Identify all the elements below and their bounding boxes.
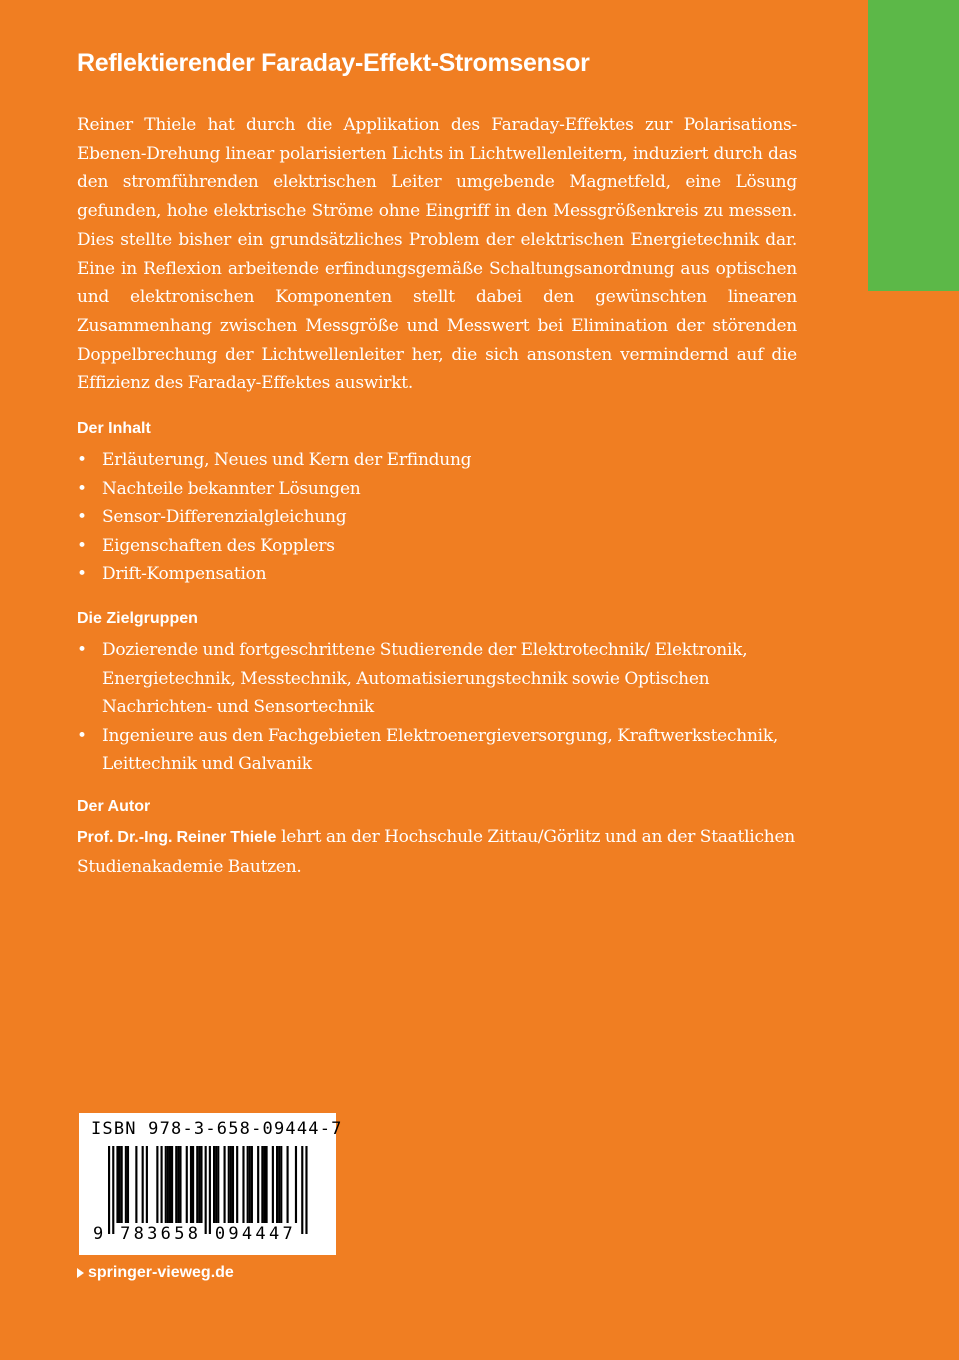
barcode-bar (224, 1146, 226, 1223)
list-item: • Sensor-Differenzialgleichung (77, 503, 797, 532)
bullet-icon: • (77, 450, 87, 471)
barcode-bar (196, 1146, 198, 1223)
barcode-bar (295, 1146, 297, 1223)
ean-digits: 9 783658 094447 (93, 1224, 297, 1244)
green-accent-strip (868, 0, 959, 291)
bullet-icon: • (77, 640, 87, 660)
barcode-bar (263, 1146, 265, 1223)
list-item: • Eigenschaften des Kopplers (77, 532, 797, 561)
barcode-bar (175, 1146, 177, 1223)
barcode-bar (135, 1146, 137, 1223)
barcode-bar (280, 1146, 282, 1223)
barcode-bar (179, 1146, 181, 1223)
barcode-bar (121, 1146, 123, 1223)
barcode-bar (165, 1146, 167, 1223)
barcode-guard-bar (209, 1146, 211, 1234)
barcode-guard-bar (108, 1146, 110, 1234)
barcode-bar (232, 1146, 234, 1223)
barcode-guard-bar (112, 1146, 114, 1234)
barcode-bar (217, 1146, 219, 1223)
barcode-bar (186, 1146, 188, 1223)
barcode-bar (167, 1146, 169, 1223)
barcode-bar (125, 1146, 127, 1223)
audience-list (77, 636, 797, 779)
publisher-website[interactable] (77, 1263, 234, 1283)
contents-heading: Der Inhalt (77, 420, 151, 438)
list-item: • Dozierende und fortgeschrittene Studierende der Elektrotechnik/ Elektronik, Energietechnik, Messtechnik, Automatisierungstechnik sowie Optischen Nachrichten- und Sensortechnik (77, 636, 797, 722)
audience-heading: Die Zielgruppen (77, 610, 198, 627)
arrow-right-icon (77, 1268, 84, 1278)
barcode-bar (146, 1146, 148, 1223)
website-label: springer-vieweg.de (88, 1264, 234, 1281)
bullet-icon: • (77, 564, 87, 585)
bullet-icon: • (77, 725, 87, 746)
barcode-bar (261, 1146, 263, 1223)
barcode-bar (276, 1146, 278, 1223)
barcode-bar (116, 1146, 118, 1223)
author-heading: Der Autor (77, 797, 151, 815)
barcode-bar (171, 1146, 173, 1223)
barcode-bar (278, 1146, 280, 1223)
barcode-bar (127, 1146, 129, 1223)
isbn-label: ISBN 978-3-658-09444-7 (91, 1119, 343, 1139)
author-bio-text: lehrt an der Hochschule Zittau/Görlitz und an der Staatlichen Studienakademie Bautzen. (77, 826, 795, 877)
barcode-bar (266, 1146, 268, 1223)
barcode-bar (247, 1146, 249, 1223)
barcode-bar (215, 1146, 217, 1223)
back-cover-content (77, 111, 797, 881)
barcode-bar (177, 1146, 179, 1223)
bullet-icon: • (77, 535, 87, 556)
barcode-bar (272, 1146, 274, 1223)
list-item: • Ingenieure aus den Fachgebieten Elektroenergieversorgung, Kraftwerkstechnik, Leittechnik und Galvanik (77, 722, 797, 779)
barcode-bar (190, 1146, 192, 1223)
barcode-bar (242, 1146, 244, 1223)
bullet-icon: • (77, 478, 87, 499)
barcode-bar (161, 1146, 163, 1223)
list-item: • Nachteile bekannter Lösungen (77, 475, 797, 504)
isbn-barcode (79, 1113, 343, 1255)
author-bio (77, 823, 797, 881)
list-item: • Erläuterung, Neues und Kern der Erfindung (77, 446, 797, 475)
barcode-guard-bar (205, 1146, 207, 1234)
bullet-icon: • (77, 507, 87, 528)
barcode-bar (169, 1146, 171, 1223)
barcode-bar (156, 1146, 158, 1223)
barcode-bar (251, 1146, 253, 1223)
barcode-guard-bar (305, 1146, 307, 1234)
barcode-bar (249, 1146, 251, 1223)
barcode-bar (213, 1146, 215, 1223)
list-item: • Drift-Kompensation (77, 560, 797, 589)
barcode-bar (228, 1146, 230, 1223)
book-title: Reflektierender Faraday-Effekt-Stromsensor (77, 49, 590, 77)
author-name: Prof. Dr.-Ing. Reiner Thiele (77, 828, 277, 846)
contents-list (77, 446, 797, 589)
barcode-bar (257, 1146, 259, 1223)
barcode-bar (119, 1146, 121, 1223)
intro-paragraph: Reiner Thiele hat durch die Applikation des Faraday-Effektes zur Polarisations-Ebenen-Drehung linear polarisierten Lichts in Lichtwellenleitern, induziert durch das den stromführenden elektrischen Leiter umgebende Magnetfeld, eine Lösung gefunden, hohe elektrische Ströme ohne Eingriff in den Messgrößenkreis zu messen. Dies stellte bisher ein grundsätzliches Problem der elektrischen Energietechnik dar. Eine in Reflexion arbeitende erfindungsgemäße Schaltungsanordnung aus optischen und elektronischen Komponenten stellt dabei den gewünschten linearen Zusammenhang zwischen Messgröße und Messwert bei Elimination der störenden Doppelbrechung der Lichtwellenleiter her, die sich ansonsten vermindernd auf die Effizienz des Faraday-Effektes auswirkt. (77, 115, 797, 394)
barcode-bar (230, 1146, 232, 1223)
barcode-bar (287, 1146, 289, 1223)
barcode-bar (198, 1146, 200, 1223)
barcode-bar (192, 1146, 194, 1223)
barcode-guard-bar (301, 1146, 303, 1234)
barcode-bar (236, 1146, 238, 1223)
barcode-bar (142, 1146, 144, 1223)
barcode-bar (200, 1146, 202, 1223)
